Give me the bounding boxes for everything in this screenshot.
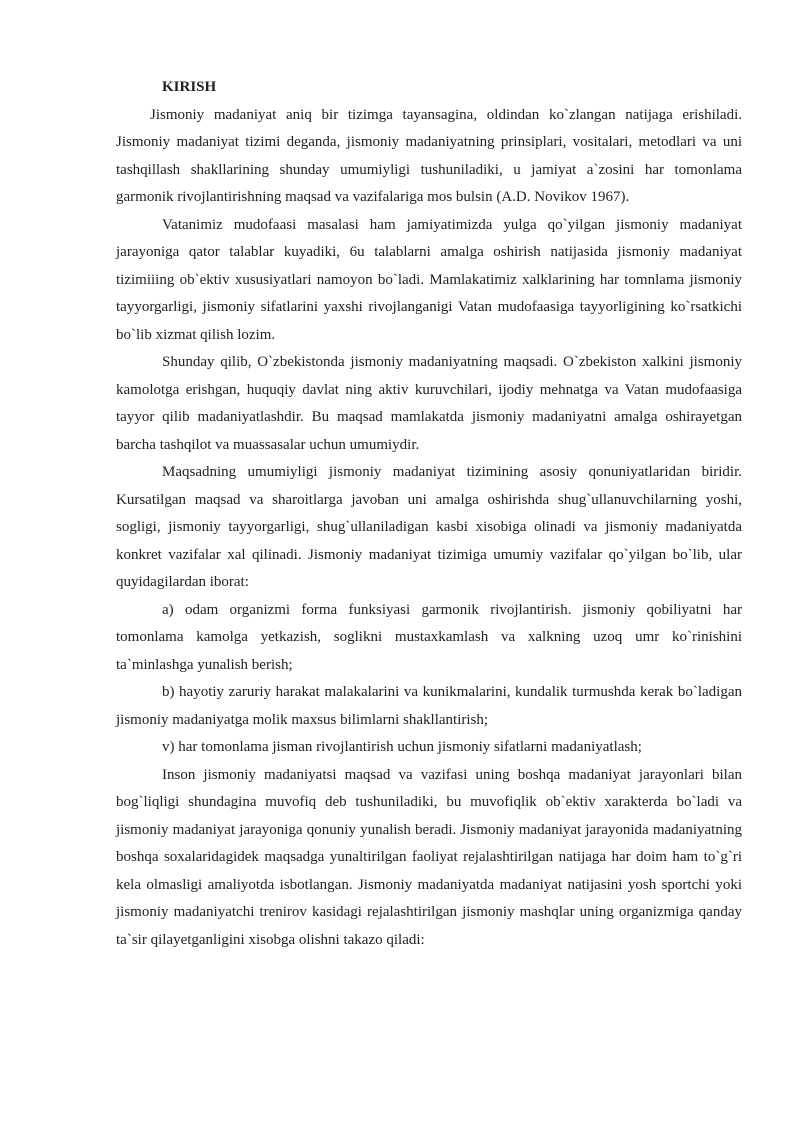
paragraph-3: Shunday qilib, O`zbekistonda jismoniy madaniyatning maqsadi. O`zbekiston xalkini jismoniy kamolotga erishgan, huquqiy davlat ning aktiv kuruvchilari, ijodiy mehnatga va Vatan mudofaasiga tayyor qilib madaniyatlashdir. Bu maqsad mamlakatda jismoniy madaniyatni amalga oshirayetgan barcha tashqilot va muassasalar uchun umumiydir. (116, 354, 742, 453)
list-item-b: b) hayotiy zaruriy harakat malakalarini va kunikmalarini, kundalik turmushda kerak bo`ladigan jismoniy madaniyatga molik maxsus bilimlarni shakllantirish; (116, 684, 742, 728)
document-page (116, 74, 742, 954)
list-item-a: a) odam organizmi forma funksiyasi garmonik rivojlantirish. jismoniy qobiliyatni har tomonlama kamolga yetkazish, soglikni mustaxkamlash va xalkning uzoq umr ko`rinishini ta`minlashga yunalish berish; (116, 601, 742, 673)
paragraph-4: Maqsadning umumiyligi jismoniy madaniyat tizimining asosiy qonuniyatlaridan biridir. Kursatilgan maqsad va sharoitlarga javoban uni amalga oshirishda shug`ullanuvchilarning yoshi, sogligi, jismoniy tayyorgarligi, shug`ullaniladigan kasbi xisobiga olinadi va jismoniy madaniyatda konkret vazifalar xal qilinadi. Jismoniy madaniyat tizimiga umumiy vazifalar qo`yilgan bo`lib, ular quyidagilardan iborat: (116, 464, 742, 590)
list-item-v: v) har tomonlama jisman rivojlantirish uchun jismoniy sifatlarni madaniyatlash; (162, 739, 642, 755)
paragraph-2: Vatanimiz mudofaasi masalasi ham jamiyatimizda yulga qo`yilgan jismoniy madaniyat jarayoniga qator talablar kuyadiki, 6u talablarni amalga oshirish natijasida jismoniy madaniyat tizimiiing ob`ektiv xususiyatlari namoyon bo`ladi. Mamlakatimiz xalklarining har tomnlama jismoniy tayyorgarligi, jismoniy sifatlarini yaxshi rivojlanganigi Vatan mudofaasiga tayyorligining ko`rsatkichi bo`lib xizmat qilish lozim. (116, 216, 742, 343)
section-heading: KIRISH (162, 79, 217, 95)
paragraph-1: Jismoniy madaniyat aniq bir tizimga tayansagina, oldindan ko`zlangan natijaga erishiladi. Jismoniy madaniyat tizimi deganda, jismoniy madaniyatning prinsiplari, vositalari, metodlari va uni tashqillash shakllarining shunday umumiyligi tushuniladiki, u jamiyat a`zosini har tomonlama garmonik rivojlantirishning maqsad va vazifalariga mos bulsin (A.D. Novikov 1967). (116, 106, 742, 205)
paragraph-5: Inson jismoniy madaniyatsi maqsad va vazifasi uning boshqa madaniyat jarayonlari bilan bog`liqligi shundagina muvofiq deb tushuniladiki, bu muvofiqlik ob`ektiv xarakterda bo`ladi va jismoniy madaniyat jarayoniga qonuniy yunalish beradi. Jismoniy madaniyat jarayonida madaniyatning boshqa soxalaridagidek maqsadga yunaltirilgan faoliyat rejalashtirilgan natijaga har doim ham to`g`ri kela olmasligi amaliyotda isbotlangan. Jismoniy madaniyatda madaniyat natijasini yosh sportchi yoki jismoniy madaniyatchi trenirov kasidagi rejalashtirilgan jismoniy mashqlar uning organizmiga qanday ta`sir qilayetganligini xisobga olishni takazo qiladi: (116, 766, 742, 948)
